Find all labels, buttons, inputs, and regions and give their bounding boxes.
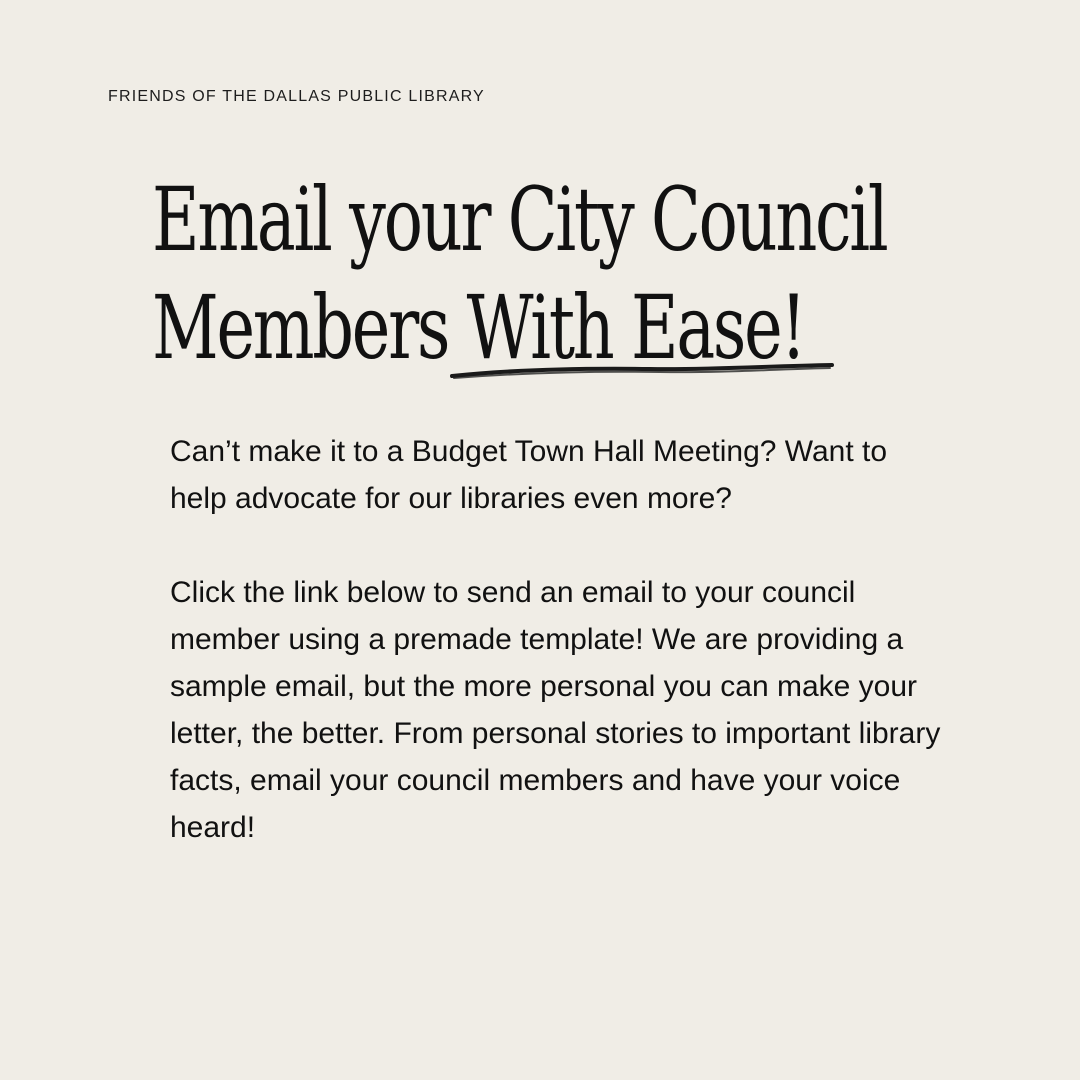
- headline-accent: With Ease!: [466, 276, 805, 379]
- brush-underline-decoration: [450, 360, 835, 384]
- body-paragraph-2: Click the link below to send an email to your council member using a premade template! We are providing a sample email, but the more personal you can make your letter, the better. From personal stories to important library facts, email your council members and have your voice heard!: [170, 576, 941, 844]
- headline-line-2-lead: Members: [152, 276, 449, 379]
- headline-line-1: Email your City Council: [152, 168, 887, 271]
- body-paragraph-1: Can’t make it to a Budget Town Hall Meeting? Want to help advocate for our libraries even more?: [170, 435, 888, 515]
- page-title: [152, 166, 1012, 382]
- body-copy: [170, 428, 950, 851]
- organization-name: FRIENDS OF THE DALLAS PUBLIC LIBRARY: [108, 88, 485, 105]
